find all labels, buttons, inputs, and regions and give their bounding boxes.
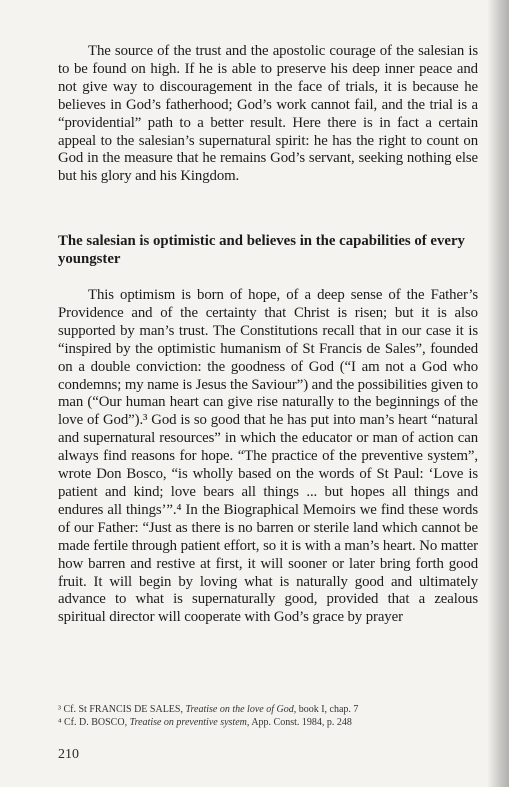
paragraph-trust-courage: The source of the trust and the apostolic courage of the salesian is to be found on high. If he is able to preserve his deep inner peace and not give way to discouragement in the face of trials, it is because he believes in God’s fatherhood; God’s work cannot fail, and the trial is a “providential” path to a better result. Here there is in fact a certain appeal to the salesian’s supernatural spirit: he has the right to count on God in the measure that he remains God’s servant, seeking nothing else but his glory and his Kingdom. xyxy=(58,43,478,185)
footnote-title: Treatise on the love of God, xyxy=(185,704,297,715)
footnote-mark: ³ xyxy=(58,704,61,715)
footnote-text: Cf. D. BOSCO, xyxy=(64,717,130,728)
page-number: 210 xyxy=(58,747,79,762)
main-text xyxy=(58,43,478,186)
section-heading: The salesian is optimistic and believes in the capabilities of every youngster xyxy=(58,233,465,267)
footnote-text: book I, chap. 7 xyxy=(296,704,359,715)
section-heading-block xyxy=(58,233,478,269)
footnote-4 xyxy=(58,716,478,729)
paragraph-optimism: This optimism is born of hope, of a deep sense of the Father’s Providence and of the certainty that Christ is risen; but it is also supported by man’s trust. The Constitutions recall that in our case it is “inspired by the optimistic humanism of St Francis de Sales”, founded on a double conviction: the goodness of God (“I am not a God who condemns; my name is Jesus the Saviour”) and the possibilities given to man (“Our human heart can give rise naturally to the beginnings of the love of God”).³ God is so good that he has put into man’s heart “natural and supernatural resources” in which the educator or man of action can always find reasons for hope. “The practice of the preventive system”, wrote Don Bosco, “is wholly based on the words of St Paul: ‘Love is patient and kind; love bears all things ... but hopes all things and endures all things’”.⁴ In the Biographical Memoirs we find these words of our Father: “Just as there is no barren or sterile land which cannot be made fertile through patient effort, so it is with a man’s heart. No matter how barren and restive at first, it will sooner or later bring forth good fruit. It will begin by loving what is naturally good and ultimately advance to what is supernaturally good, provided that a zealous spiritual director will cooperate with God’s grace by prayer xyxy=(58,287,478,626)
footnote-mark: ⁴ xyxy=(58,717,62,728)
second-text xyxy=(58,287,478,627)
footnote-text: Cf. St FRANCIS DE SALES, xyxy=(63,704,186,715)
footnote-3 xyxy=(58,703,478,716)
footnote-text: App. Const. 1984, p. 248 xyxy=(249,717,352,728)
footnote-title: Treatise on preventive system, xyxy=(129,717,250,728)
page-edge-shadow xyxy=(487,0,509,787)
footnotes xyxy=(58,703,478,729)
